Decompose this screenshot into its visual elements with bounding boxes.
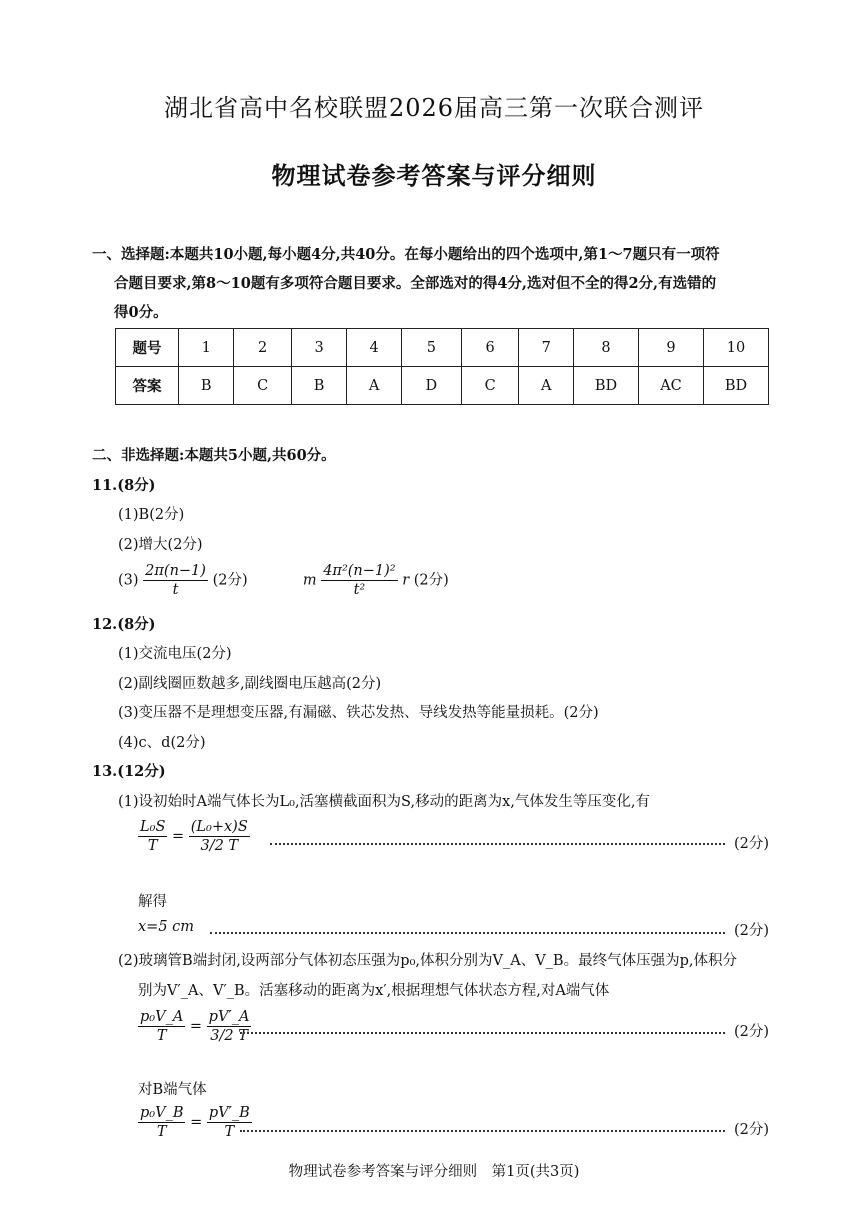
fraction-numerator: p₀V_A [140,1009,184,1025]
table-header-cell: 题号 [116,329,179,367]
q11-answer-3 [118,562,449,599]
table-cell: 1 [179,329,234,367]
dotted-leader [270,843,725,845]
q11-answer-3b-prefix: m [302,572,317,589]
score-label: (2分) [734,1122,770,1138]
fraction-numerator: 4π²(n−1)² [323,563,396,579]
q11-answer-2: (2)增大(2分) [118,537,203,553]
table-cell: A [519,367,574,405]
q13-number: 13.(12分) [92,763,166,780]
fraction-denominator: t [172,582,179,598]
score-label: (2分) [734,923,770,939]
fraction-numerator: 2π(n−1) [145,563,206,579]
page-subtitle: 物理试卷参考答案与评分细则 [271,162,597,190]
fraction-denominator: T [224,1124,235,1140]
fraction-numerator: L₀S [140,819,166,835]
answer-table [115,328,769,405]
table-cell: 9 [639,329,704,367]
table-cell: C [234,367,292,405]
q11-answer-3-prefix: (3) [118,572,139,589]
q12-answer-3: (3)变压器不是理想变压器,有漏磁、铁芯发热、导线发热等能量损耗。(2分) [118,705,599,721]
fraction-denominator: 3/2 T [200,838,239,854]
table-cell: 5 [401,329,461,367]
q11-number: 11.(8分) [92,477,156,494]
page-footer: 物理试卷参考答案与评分细则 第1页(共3页) [288,1164,580,1180]
section2-heading: 二、非选择题:本题共5小题,共60分。 [92,447,336,464]
table-cell: BD [704,367,769,405]
fraction-denominator: T [156,1028,167,1044]
q13-equation-2: x=5 cm [138,919,195,935]
table-cell: 8 [574,329,639,367]
table-header-cell: 答案 [116,367,179,405]
table-cell: 7 [519,329,574,367]
q13-part2-text-1: (2)玻璃管B端封闭,设两部分气体初态压强为p₀,体积分别为V_A、V_B。最终气体压强为p,体积分 [118,953,737,969]
table-row [116,367,769,405]
table-cell: BD [574,367,639,405]
equation-fraction [138,1104,185,1141]
q13-for-b-label: 对B端气体 [138,1082,207,1098]
section1-line3: 得0分。 [114,304,168,321]
q13-solve-label: 解得 [138,894,167,910]
q13-equation-4: $\frac{\text{p₀V\_B}}{T}$ = $\frac{pV'\_B}{T}$ [140,1105,250,1140]
fraction-denominator: T [156,1124,167,1140]
q13-equation-3: $\frac{\text{p₀V\_A}}{T}$ = $\frac{pV'\_A}{3/2 T}$ [140,1009,250,1044]
table-cell: 2 [234,329,292,367]
score-label: (2分) [734,1024,770,1040]
dotted-leader [240,1130,725,1132]
table-cell: B [179,367,234,405]
q11-answer-3-score: (2分) [212,572,248,589]
fraction-numerator: (L₀+x)S [190,819,248,835]
table-cell: D [401,367,461,405]
q11-answer-3b-suffix: r [402,572,410,589]
score-label: (2分) [734,836,770,852]
table-cell: 6 [461,329,519,367]
fraction-denominator: 3/2 T [210,1028,248,1044]
q11-fraction-2 [321,562,397,599]
q13-part1-text: (1)设初始时A端气体长为L₀,活塞横截面积为S,移动的距离为x,气体发生等压变化,有 [118,794,650,810]
fraction-numerator: pV′_B [208,1105,250,1121]
equation-fraction [189,818,250,855]
q12-answer-4: (4)c、d(2分) [118,735,206,751]
dotted-leader [210,932,725,934]
q12-number: 12.(8分) [92,616,156,633]
page-title: 湖北省高中名校联盟2026届高三第一次联合测评 [163,94,705,122]
table-cell: A [347,367,402,405]
section1-line1: 一、选择题:本题共10小题,每小题4分,共40分。在每小题给出的四个选项中,第1～7题只有一项符 [92,246,720,263]
equation-fraction [138,1008,185,1045]
fraction-denominator: T [147,838,158,854]
table-cell: AC [639,367,704,405]
q11-fraction-1 [143,562,208,599]
q12-answer-2: (2)副线圈匝数越多,副线圈电压越高(2分) [118,676,382,692]
fraction-numerator: pV′_A [208,1009,250,1025]
table-cell: 10 [704,329,769,367]
table-cell: C [461,367,519,405]
q13-equation-1: $\frac{\text{L₀S}}{T}$ = $\frac{\text{(L₀+x)S}}{3/2 T}$ [140,819,248,854]
section1-heading [92,240,782,327]
table-row [116,329,769,367]
fraction-numerator: p₀V_B [140,1105,184,1121]
q11-answer-1: (1)B(2分) [118,507,185,523]
table-cell: 3 [291,329,346,367]
equation-fraction [138,818,167,855]
q11-answer-3b-score: (2分) [413,572,449,589]
equation-fraction [207,1008,252,1045]
q13-part2-text-2: 别为V′_A、V′_B。活塞移动的距离为x′,根据理想气体状态方程,对A端气体 [138,983,610,999]
dotted-leader [240,1032,725,1034]
equation-fraction [207,1104,252,1141]
section1-line2: 合题目要求,第8～10题有多项符合题目要求。全部选对的得4分,选对但不全的得2分,有选错的 [114,275,717,292]
table-cell: 4 [347,329,402,367]
q12-answer-1: (1)交流电压(2分) [118,646,232,662]
table-cell: B [291,367,346,405]
fraction-denominator: t² [353,582,366,598]
